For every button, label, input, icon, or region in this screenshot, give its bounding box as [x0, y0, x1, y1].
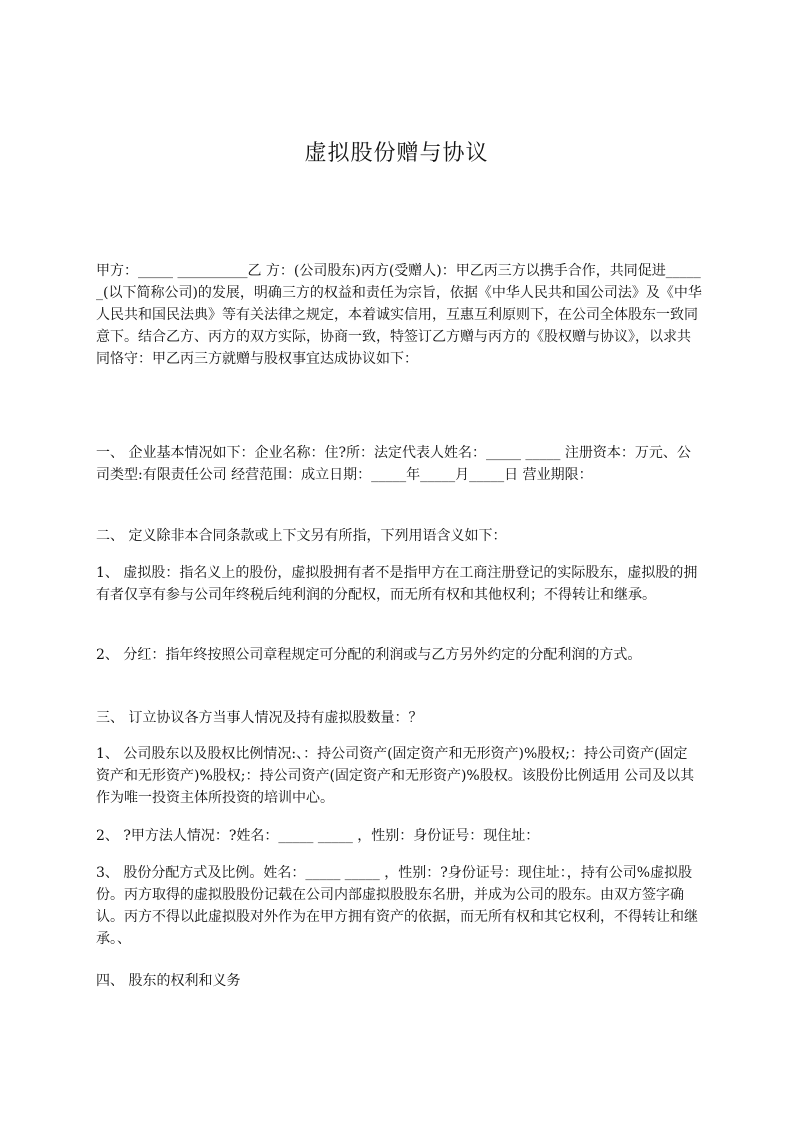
share-allocation-item: 3、 股份分配方式及比例。姓名：_____ _____ ，性别：?身份证号：现住址：，持有公司%虚拟股份。丙方取得的虚拟股股份记载在公司内部虚拟股股东名册，并成为公司的股东。由双方签字确认。丙方不得以此虚拟股对外作为在甲方拥有资产的依据，而无所有权和其它权利，不得转让和继承。、 — [96, 865, 698, 947]
definition-dividend: 2、 分红：指年终按照公司章程规定可分配的利润或与乙方另外约定的分配利润的方式。 — [96, 647, 642, 663]
definition-virtual-share: 1、 虚拟股：指名义上的股份，虚拟股拥有者不是指甲方在工商注册登记的实际股东，虚拟股的拥有者仅享有参与公司年终税后纯利润的分配权，而无所有权和其他权利；不得转让和继承。 — [96, 565, 698, 603]
section-3-parties: 三、 订立协议各方当事人情况及持有虚拟股数量：？ — [96, 710, 423, 726]
shareholder-ratio-item: 1、 公司股东以及股权比例情况:、：持公司资产(固定资产和无形资产)%股权;：持公司资产(固定 资产和无形资产)%股权;：持公司资产(固定资产和无形资产)%股权。该股份比例适用 公司及以其作为唯一投资主体所投资的培训中心。 — [96, 746, 695, 806]
document-title: 虚拟股份赠与协议 — [304, 141, 489, 166]
section-4-rights-duties: 四、 股东的权利和义务 — [96, 973, 241, 989]
party-a-legal-person-item: 2、 ?甲方法人情况：?姓名：_____ _____ ，性别：身份证号：现住址： — [96, 828, 540, 844]
intro-paragraph: 甲方：_____ __________乙 方：(公司股东)丙方(受赠人)：甲乙丙三方以携手合作，共同促进______(以下简称公司)的发展，明确三方的权益和责任为宗旨，依据《中华人民共和国公司法》及《中华人民共和国民法典》等有关法律之规定，本着诚实信用，互惠互利原则下，在公司全体股东一致同意下。结合乙方、丙方的双方实际，协商一致，特签订乙方赠与丙方的《股权赠与协议》，以求共同恪守：甲乙丙三方就赠与股权事宜达成协议如下： — [96, 263, 702, 367]
section-1-company-info: 一、 企业基本情况如下：企业名称：住?所：法定代表人姓名：_____ _____ 注册资本：万元、公司类型:有限责任公司 经营范围：成立日期：_____年_____月_____日 营业期限： — [96, 445, 691, 483]
section-2-definitions: 二、 定义除非本合同条款或上下文另有所指，下列用语含义如下： — [96, 528, 507, 544]
